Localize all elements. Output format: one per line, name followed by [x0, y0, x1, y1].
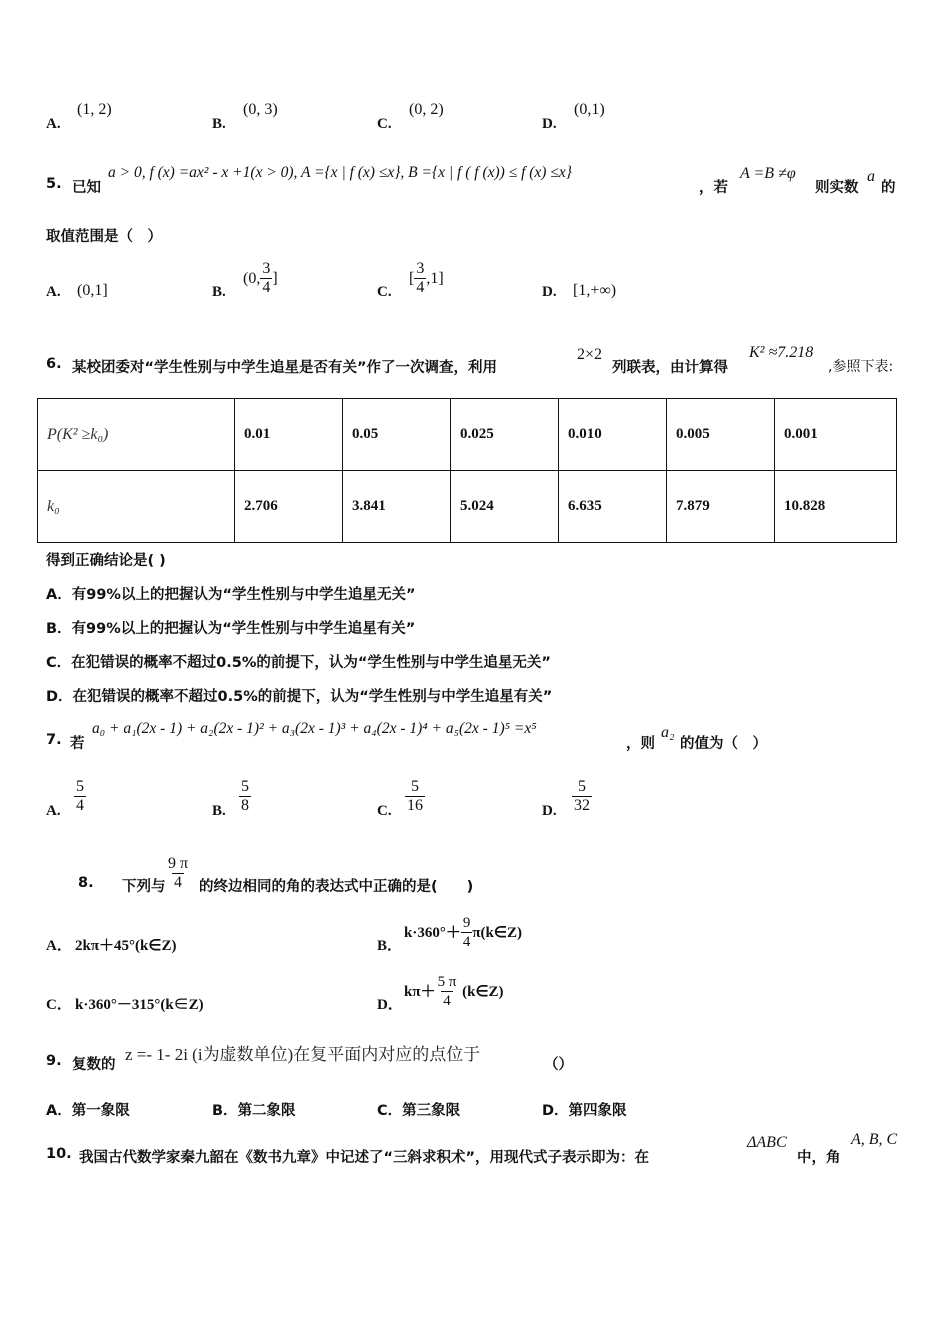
q5-option-d-value: [1,+∞)	[573, 282, 617, 299]
table-cell: 0.05	[343, 399, 451, 471]
q5-condition: A =B ≠φ	[740, 165, 796, 182]
q5-option-c-value: [ $\frac{3}{4}$ ,1]	[409, 260, 444, 296]
q7-option-d-fraction: $\frac{5}{32}$	[574, 778, 590, 814]
table-cell: 5.024	[451, 471, 559, 543]
q7-option-d-label: D.	[542, 803, 557, 819]
q7-var: a₂	[661, 724, 675, 741]
q4-option-d-value: (0,1)	[574, 101, 605, 118]
q8-option-d-value: kπ＋ $\frac{5 \pi}{4}$ (k∈Z)	[404, 974, 504, 1009]
q7-end: 的值为（ ）	[680, 736, 767, 752]
q5-option-d-label: D.	[542, 284, 557, 300]
q9-option-d: D．第四象限	[542, 1103, 627, 1119]
table-cell: 0.025	[451, 399, 559, 471]
q8-option-c-value: k·360°－315°(k∈Z)	[75, 997, 204, 1013]
q8-option-b-label: B．	[377, 938, 403, 954]
q10-text: 我国古代数学家秦九韶在《数书九章》中记述了“三斜求积术”，用现代式子表示即为：在	[79, 1150, 650, 1166]
q6-option-c: C．在犯错误的概率不超过0.5%的前提下，认为“学生性别与中学生追星无关”	[46, 655, 551, 671]
q5-var: a	[867, 168, 875, 185]
q8-option-a-value: 2kπ＋45°(k∈Z)	[75, 938, 177, 954]
q7-formula: a₀ + a₁(2x - 1) + a₂(2x - 1)² + a₃(2x - 1)³ + a₄(2x - 1)⁴ + a₅(2x - 1)⁵ =x⁵	[92, 720, 537, 737]
q10-number: 10.	[46, 1146, 72, 1162]
q7-option-a-fraction: $\frac{5}{4}$	[76, 778, 84, 814]
table-cell: 0.001	[775, 399, 897, 471]
q6-text: 某校团委对“学生性别与中学生追星是否有关”作了一次调查，利用	[72, 360, 498, 376]
q6-question: 得到正确结论是( )	[46, 553, 166, 569]
table-cell: 2.706	[235, 471, 343, 543]
q5-option-c-label: C.	[377, 284, 392, 300]
critical-value-table	[37, 398, 897, 543]
q5-option-a-value: (0,1]	[77, 282, 108, 299]
q5-line2: 取值范围是（ ）	[46, 229, 162, 245]
table-cell: 3.841	[343, 471, 451, 543]
q6-text2: 列联表，由计算得	[612, 360, 728, 376]
q8-angle-fraction: $\frac{9 \pi}{4}$	[168, 855, 189, 891]
q4-option-a-label: A.	[46, 116, 61, 132]
q8-number: 8.	[78, 875, 94, 891]
q4-option-b-value: (0, 3)	[243, 101, 278, 118]
q8-post: 的终边相同的角的表达式中正确的是( )	[199, 879, 474, 895]
q10-mid: 中，角	[797, 1150, 841, 1166]
q9-number: 9.	[46, 1053, 62, 1069]
table-cell: 6.635	[559, 471, 667, 543]
q5-formula: a > 0, f (x) =ax² - x +1(x > 0), A ={x | f (x) ≤x}, B ={x | f ( f (x)) ≤ f (x) ≤x}	[108, 164, 572, 181]
q7-option-c-label: C.	[377, 803, 392, 819]
q9-option-a: A．第一象限	[46, 1103, 130, 1119]
q5-mid: ，若	[699, 180, 728, 196]
q5-number: 5.	[46, 176, 62, 192]
q7-option-a-label: A.	[46, 803, 61, 819]
q5-option-b-label: B.	[212, 284, 226, 300]
table-cell: 10.828	[775, 471, 897, 543]
q7-option-b-label: B.	[212, 803, 226, 819]
q5-option-a-label: A.	[46, 284, 61, 300]
table-cell: 7.879	[667, 471, 775, 543]
table-cell: 0.01	[235, 399, 343, 471]
table-cell: k₀	[38, 471, 235, 543]
table-cell: P(K² ≥k₀)	[38, 399, 235, 471]
q8-pre: 下列与	[122, 879, 166, 895]
q7-mid: ，则	[626, 736, 655, 752]
table-cell: 0.010	[559, 399, 667, 471]
table-row	[38, 399, 897, 471]
q4-option-b-label: B.	[212, 116, 226, 132]
q4-option-c-value: (0, 2)	[409, 101, 444, 118]
q8-option-a-label: A．	[46, 938, 72, 954]
q7-intro: 若	[70, 736, 85, 752]
q5-mid2: 则实数	[815, 180, 859, 196]
q6-text3: ,参照下表:	[828, 359, 894, 375]
q9-option-b: B．第二象限	[212, 1103, 296, 1119]
q9-end: （）	[544, 1057, 573, 1073]
q9-intro: 复数的	[72, 1057, 116, 1073]
q7-option-c-fraction: $\frac{5}{16}$	[407, 778, 423, 814]
q6-option-a: A．有99%以上的把握认为“学生性别与中学生追星无关”	[46, 587, 416, 603]
q4-option-a-value: (1, 2)	[77, 101, 112, 118]
q6-option-d: D．在犯错误的概率不超过0.5%的前提下，认为“学生性别与中学生追星有关”	[46, 689, 553, 705]
q8-option-b-value: k·360°＋ $\frac{9}{4}$ π(k∈Z)	[404, 915, 522, 950]
q4-option-c-label: C.	[377, 116, 392, 132]
q6-table-size: 2×2	[577, 346, 603, 363]
table-cell: 0.005	[667, 399, 775, 471]
q6-option-b: B．有99%以上的把握认为“学生性别与中学生追星有关”	[46, 621, 416, 637]
q7-option-b-fraction: $\frac{5}{8}$	[241, 778, 249, 814]
q10-angles: A, B, C	[851, 1131, 898, 1148]
q5-end: 的	[881, 180, 896, 196]
q5-intro: 已知	[72, 180, 101, 196]
q6-k2: K² ≈7.218	[749, 344, 814, 361]
q9-formula: z =- 1- 2i (i为虚数单位)在复平面内对应的点位于	[125, 1045, 481, 1064]
q4-option-d-label: D.	[542, 116, 557, 132]
q8-option-d-label: D．	[377, 997, 403, 1013]
q5-option-b-value: (0, $\frac{3}{4}$ ]	[243, 260, 278, 296]
q6-number: 6.	[46, 356, 62, 372]
q8-option-c-label: C．	[46, 997, 72, 1013]
q10-triangle: ΔABC	[747, 1134, 787, 1151]
q7-number: 7.	[46, 732, 62, 748]
table-row	[38, 471, 897, 543]
q9-option-c: C．第三象限	[377, 1103, 461, 1119]
